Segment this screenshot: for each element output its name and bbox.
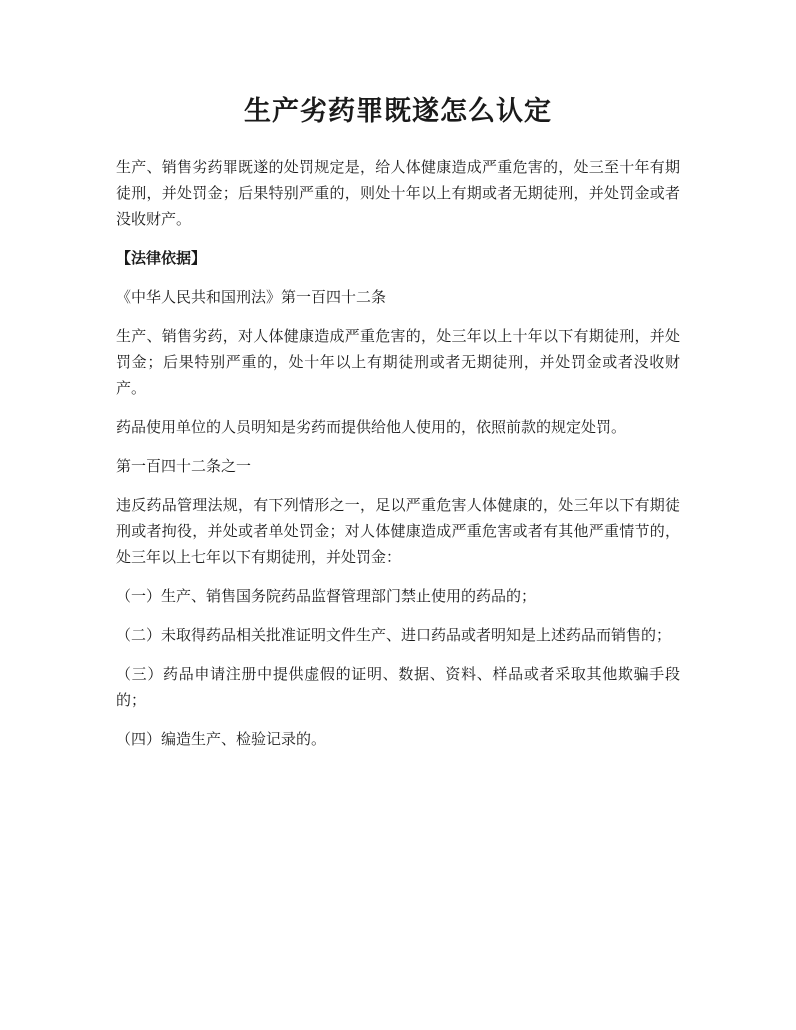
list-item: （三）药品申请注册中提供虚假的证明、数据、资料、样品或者采取其他欺骗手段的；: [116, 665, 680, 709]
intro-paragraph: 生产、销售劣药罪既遂的处罚规定是，给人体健康造成严重危害的，处三至十年有期徒刑，并处罚金；后果特别严重的，则处十年以上有期或者无期徒刑，并处罚金或者没收财产。: [116, 158, 680, 228]
article-142-1-reference: 第一百四十二条之一: [116, 457, 252, 475]
list-item: （一）生产、销售国务院药品监督管理部门禁止使用的药品的；: [116, 587, 537, 605]
law-reference: 《中华人民共和国刑法》第一百四十二条: [116, 288, 387, 306]
list-item: （四）编造生产、检验记录的。: [116, 730, 327, 748]
article-142-paragraph: 生产、销售劣药，对人体健康造成严重危害的，处三年以上十年以下有期徒刑，并处罚金；后果特别严重的，处十年以上有期徒刑或者无期徒刑，并处罚金或者没收财产。: [116, 327, 680, 397]
document-title: 生产劣药罪既遂怎么认定: [244, 96, 552, 127]
article-142-second-paragraph: 药品使用单位的人员明知是劣药而提供给他人使用的，依照前款的规定处罚。: [116, 418, 627, 436]
legal-basis-heading: 【法律依据】: [116, 249, 207, 267]
article-142-1-paragraph: 违反药品管理法规，有下列情形之一，足以严重危害人体健康的，处三年以下有期徒刑或者拘役，并处或者单处罚金；对人体健康造成严重危害或者有其他严重情节的，处三年以上七年以下有期徒刑，并处罚金：: [116, 496, 680, 566]
list-item: （二）未取得药品相关批准证明文件生产、进口药品或者明知是上述药品而销售的；: [116, 626, 672, 644]
